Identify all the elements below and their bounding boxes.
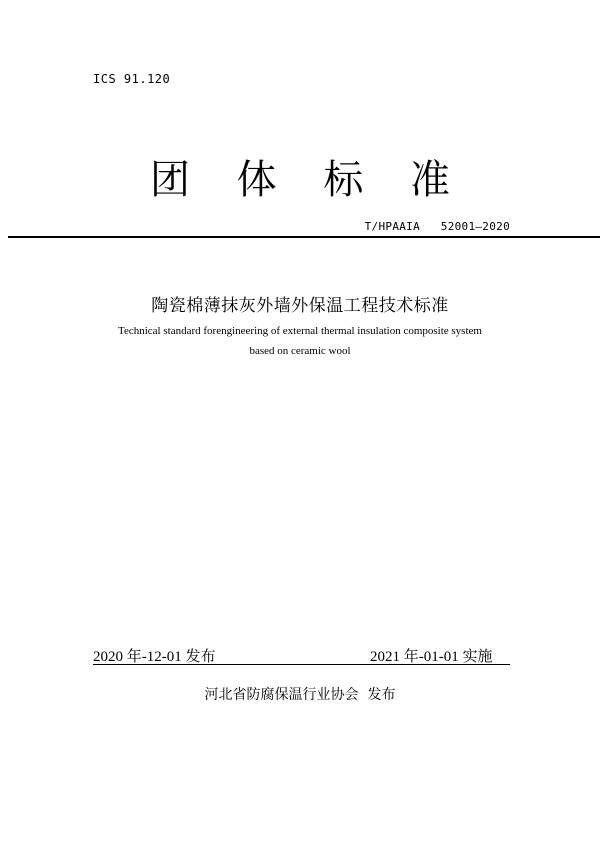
bottom-divider [93,664,510,665]
document-type-heading [150,148,450,205]
top-divider [8,236,600,238]
doc-type-char: 团 [150,157,190,203]
doc-type-char: 标 [323,157,364,203]
publisher: 河北省防腐保温行业协会 发布 [204,687,396,703]
title-english-line-2: based on ceramic wool [249,345,351,357]
title-english-line-1: Technical standard forengineering of external thermal insulation composite system [118,325,482,337]
ics-code: ICS 91.120 [93,72,171,86]
doc-type-char: 准 [409,157,450,203]
effective-date: 2021 年-01-01 实施 [370,649,493,665]
doc-type-char: 体 [236,157,277,203]
release-date: 2020 年-12-01 发布 [93,649,216,665]
title-english [0,321,600,361]
standard-number: T/HPAAIA 52001—2020 [364,220,510,233]
title-chinese: 陶瓷棉薄抹灰外墙外保温工程技术标准 [151,296,449,316]
